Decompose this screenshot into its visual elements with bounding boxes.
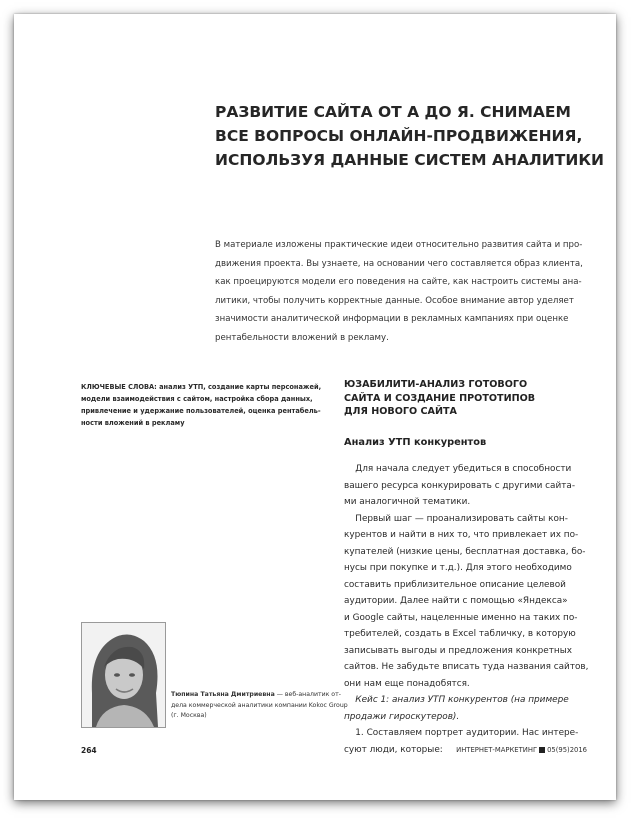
- author-portrait-icon: [82, 623, 165, 727]
- lead-line: литики, чтобы получить корректные данные. Особое внимание автор уделяет: [215, 295, 574, 306]
- body-line: вашего ресурса конкурировать с другими сайта-: [344, 480, 576, 491]
- body-line: суют люди, которые:: [344, 744, 443, 755]
- body-line: аудитории. Далее найти с помощью «Яндекса»: [344, 596, 568, 606]
- keywords-line: привлечение и удержание пользователей, оценка рентабель-: [81, 407, 321, 415]
- article-title: [215, 100, 604, 172]
- keywords-line: модели взаимодействия с сайтом, настройка сбора данных,: [81, 395, 313, 403]
- body-line: курентов и найти в них то, что привлекает их по-: [344, 530, 579, 540]
- lead-line: движения проекта. Вы узнаете, на основании чего составляется образ клиента,: [215, 258, 583, 269]
- author-photo: [81, 622, 166, 728]
- author-line: дела коммерческой аналитики компании Kokoc Group: [171, 701, 348, 709]
- subheading: Анализ УТП конкурентов: [344, 437, 487, 448]
- section-heading-line: САЙТА И СОЗДАНИЕ ПРОТОТИПОВ: [344, 392, 536, 404]
- section-heading-line: ЮЗАБИЛИТИ-АНАЛИЗ ГОТОВОГО: [344, 379, 528, 390]
- article-body: [344, 461, 606, 758]
- author-caption: [171, 690, 348, 722]
- square-icon: [539, 747, 545, 753]
- body-line: составить приблизительное описание целевой: [344, 579, 566, 590]
- keywords-block: [81, 381, 321, 429]
- body-line: купателей (низкие цены, бесплатная доставка, бо-: [344, 546, 586, 557]
- body-line: Для начала следует убедиться в способности: [344, 464, 572, 474]
- body-line: требителей, создать в Excel табличку, в которую: [344, 629, 576, 639]
- case-line: Кейс 1: анализ УТП конкурентов (на примере: [344, 695, 569, 705]
- section-heading: [344, 378, 604, 419]
- lead-line: как проецируются модели его поведения на сайте, как настроить системы ана-: [215, 277, 582, 287]
- body-line: ми аналогичной тематики.: [344, 497, 471, 507]
- lead-line: рентабельности вложений в рекламу.: [215, 332, 389, 343]
- body-line: они нам еще понадобятся.: [344, 678, 470, 689]
- title-line: ИСПОЛЬЗУЯ ДАННЫЕ СИСТЕМ АНАЛИТИКИ: [215, 151, 604, 169]
- body-line: Первый шаг — проанализировать сайты кон-: [344, 513, 568, 524]
- body-line: нусы при покупке и т.д.). Для этого необходимо: [344, 563, 572, 573]
- article-lead: [215, 236, 587, 347]
- author-name: Тюпина Татьяна Дмитриевна: [171, 691, 275, 698]
- title-line: ВСЕ ВОПРОСЫ ОНЛАЙН-ПРОДВИЖЕНИЯ,: [215, 127, 583, 145]
- section-heading-line: ДЛЯ НОВОГО САЙТА: [344, 406, 457, 417]
- lead-line: значимости аналитической информации в рекламных кампаниях при оценке: [215, 314, 569, 324]
- author-desc-first: — веб-аналитик от-: [274, 691, 341, 698]
- running-footer: [456, 746, 587, 754]
- page-number: 264: [81, 746, 97, 755]
- keywords-line: КЛЮЧЕВЫЕ СЛОВА: анализ УТП, создание карты персонажей,: [81, 383, 322, 391]
- case-line: продажи гироскутеров).: [344, 711, 460, 722]
- title-line: РАЗВИТИЕ САЙТА ОТ А ДО Я. СНИМАЕМ: [215, 103, 571, 121]
- magazine-page: [14, 14, 616, 800]
- lead-line: В материале изложены практические идеи относительно развития сайта и про-: [215, 240, 583, 250]
- body-line: 1. Составляем портрет аудитории. Нас интере-: [344, 728, 579, 738]
- author-line: [171, 690, 341, 701]
- magazine-name: ИНТЕРНЕТ-МАРКЕТИНГ: [456, 746, 538, 754]
- keywords-line: ности вложений в рекламу: [81, 419, 185, 427]
- body-line: сайтов. Не забудьте вписать туда названия сайтов,: [344, 662, 589, 672]
- body-line: записывать выгоды и предложения конкретных: [344, 645, 572, 656]
- body-line: и Google сайты, нацеленные именно на таких по-: [344, 612, 578, 623]
- author-line: (г. Москва): [171, 712, 207, 719]
- issue-number: 05(95)2016: [547, 746, 587, 754]
